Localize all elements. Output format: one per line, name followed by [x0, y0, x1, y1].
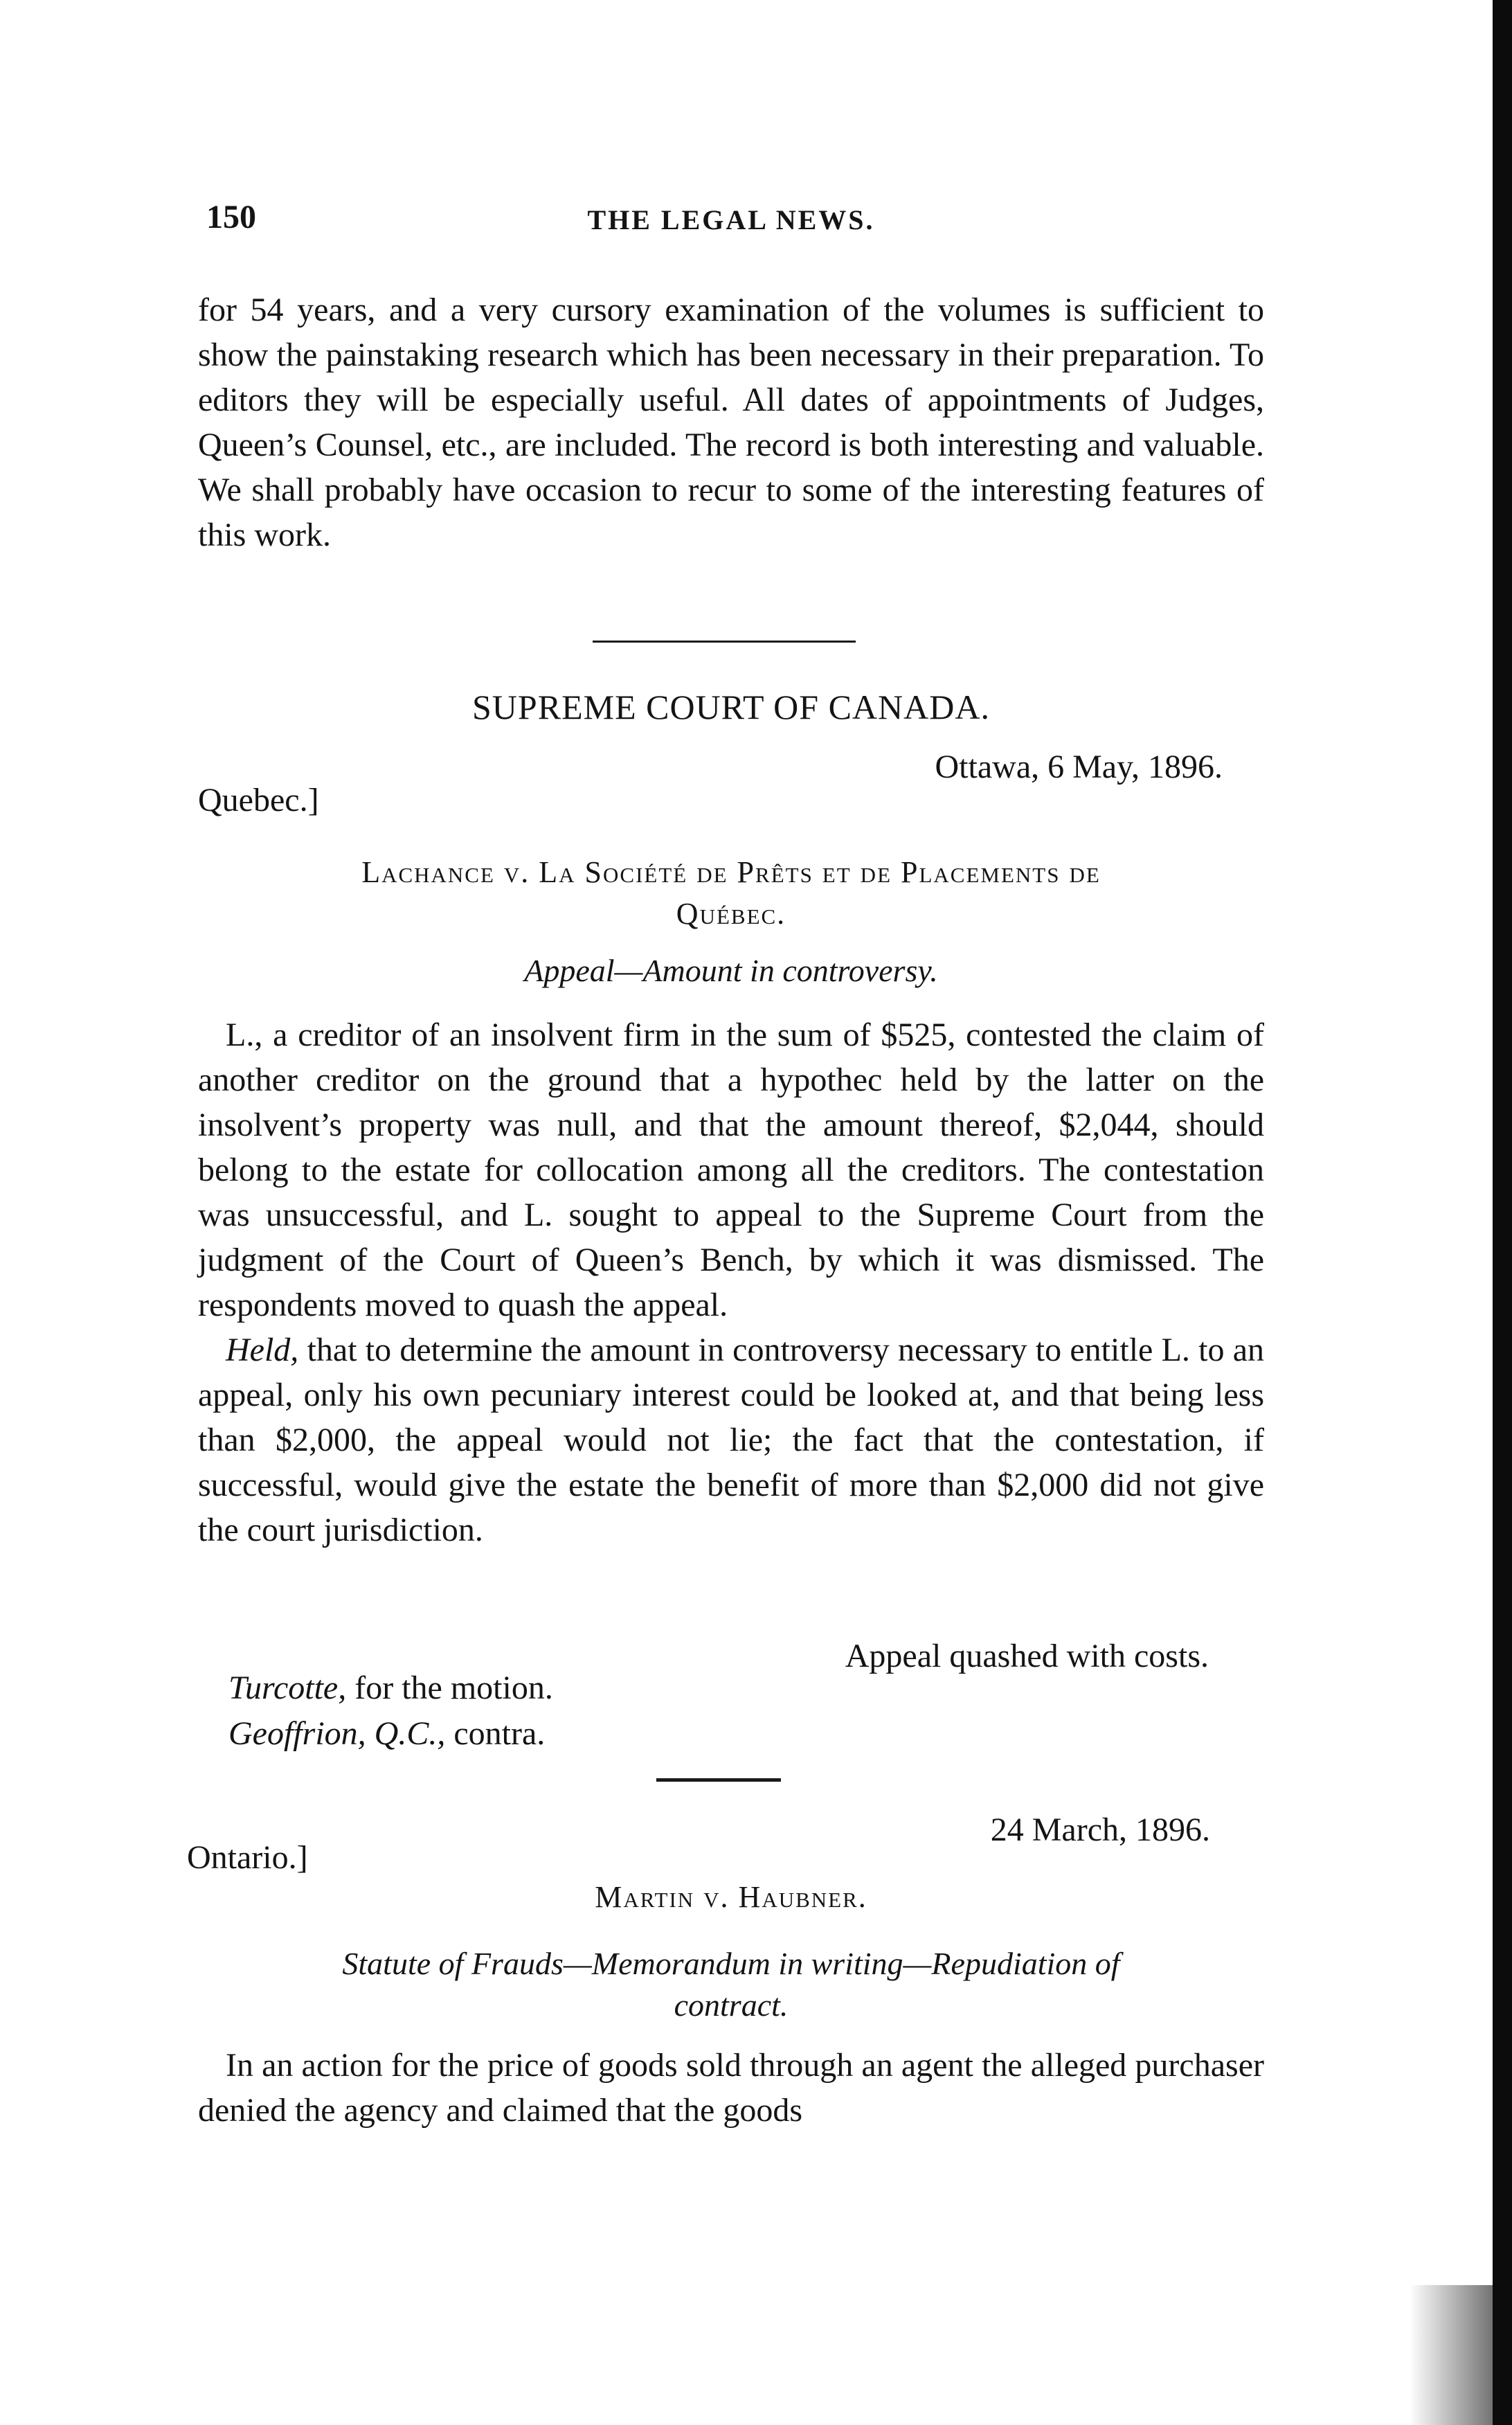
counsel2-name: Geoffrion, Q.C.,	[228, 1715, 446, 1752]
case2-province: Ontario.]	[187, 1839, 308, 1876]
case1-place-date: Ottawa, 6 May, 1896.	[935, 749, 1223, 785]
intro-section	[198, 287, 1264, 557]
page-number: 150	[206, 199, 256, 235]
case2-body	[198, 2043, 1264, 2133]
case2-title: Martin v. Haubner.	[595, 1880, 867, 1914]
case2-subject-line1: Statute of Frauds—Memorandum in writing—Repudiation of	[342, 1946, 1120, 1981]
page-binding-edge	[1493, 0, 1512, 2425]
counsel1-role: for the motion.	[354, 1670, 553, 1706]
case1-body	[198, 1012, 1264, 1552]
section-title: SUPREME COURT OF CANADA.	[472, 688, 990, 726]
case2-subject-line2: contract.	[674, 1987, 789, 2023]
case1-title-line2: Québec.	[676, 897, 786, 931]
held-label: Held,	[226, 1332, 299, 1368]
page-shadow	[1410, 2285, 1493, 2425]
counsel2-role: contra.	[453, 1715, 546, 1752]
case1-facts: L., a creditor of an insolvent firm in the sum of $525, contested the claim of another creditor on the ground that a hypothec held by the latter on the insolvent’s property was null, and that the amount thereof, $2,044, should belong to the estate for collocation among all the creditors. The contestation was unsuccessful, and L. sought to appeal to the Supreme Court from the judgment of the Court of Queen’s Bench, by which it was dismissed. The respondents moved to quash the appeal.	[198, 1017, 1264, 1323]
journal-title: THE LEGAL NEWS.	[587, 204, 875, 235]
intro-paragraph: for 54 years, and a very cursory examination of the volumes is sufficient to show the painstaking research which has been necessary in their preparation. To editors they will be especially useful. All dates of appointments of Judges, Queen’s Counsel, etc., are included. The record is both interesting and valuable. We shall probably have occasion to recur to some of the interesting features of this work.	[198, 292, 1264, 553]
case1-title-line1: Lachance v. La Société de Prêts et de Placements de	[361, 855, 1101, 889]
counsel-line-2	[228, 1711, 553, 1757]
case2-subject	[198, 1943, 1264, 2026]
counsel1-name: Turcotte,	[228, 1670, 347, 1706]
held-text: that to determine the amount in controversy necessary to entitle L. to an appeal, only his own pecuniary interest could be looked at, and that being less than $2,000, the appeal would not lie; the fact that the contestation, if successful, would give the estate the benefit of more than $2,000 did not give the court jurisdiction.	[198, 1332, 1265, 1548]
case1-province: Quebec.]	[198, 782, 319, 818]
case1-held	[198, 1327, 1264, 1552]
section-divider	[593, 641, 856, 643]
case1-title	[198, 852, 1264, 935]
case2-facts: In an action for the price of goods sold through an agent the alleged purchaser denied the agency and claimed that the goods	[198, 2047, 1264, 2129]
case-divider	[656, 1778, 781, 1782]
case2-date: 24 March, 1896.	[990, 1811, 1210, 1848]
counsel-line-1	[228, 1665, 553, 1711]
case1-counsel	[228, 1665, 553, 1757]
running-header	[198, 198, 1264, 247]
case1-result: Appeal quashed with costs.	[845, 1638, 1209, 1674]
case1-subject: Appeal—Amount in controversy.	[524, 953, 938, 988]
